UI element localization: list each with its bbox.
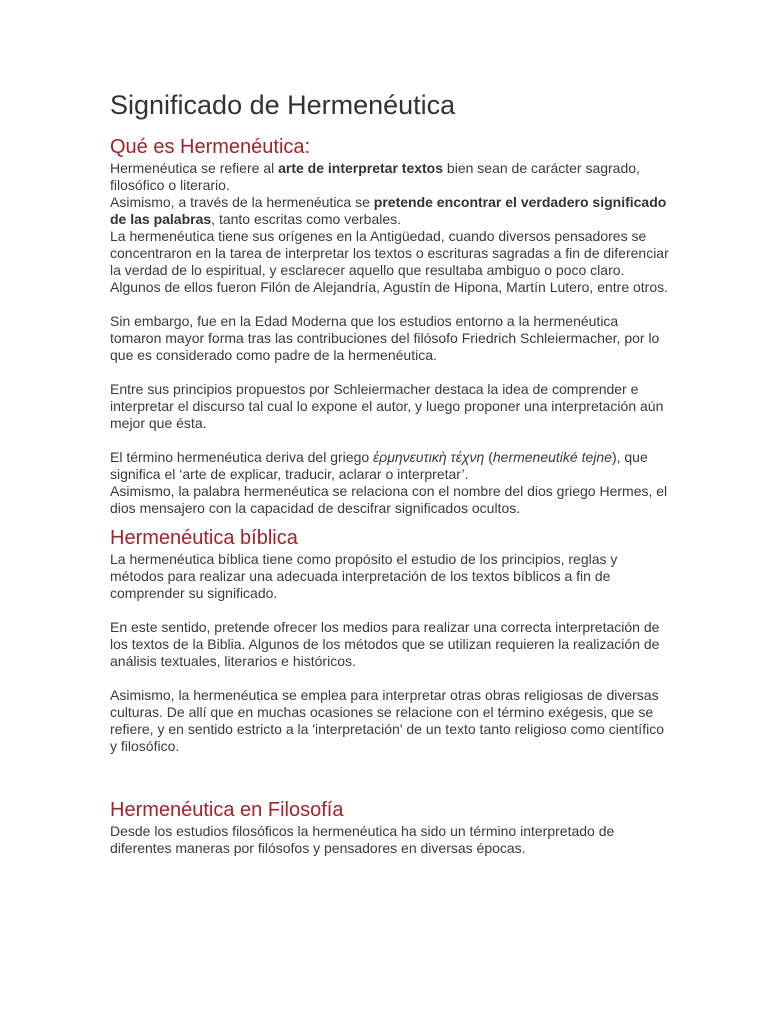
text-segment: ( xyxy=(484,449,493,465)
text-segment: ), que significa el ‘arte de explicar, traducir, aclarar o interpretar’. xyxy=(110,449,648,482)
greek-term: ἑρμηνευτικὴ τέχνη xyxy=(373,449,485,465)
section-heading-que-es: Qué es Hermenéutica: xyxy=(110,136,311,158)
paragraph-purpose xyxy=(110,194,670,228)
section-heading-biblica: Hermenéutica bíblica xyxy=(110,527,298,549)
bold-text: arte de interpretar textos xyxy=(278,160,444,176)
paragraph-modern-age: Sin embargo, fue en la Edad Moderna que los estudios entorno a la hermenéutica tomaron mayor forma tras las contribuciones del filósofo Friedrich Schleiermacher, por lo que es considerado como padre de la hermenéutica. xyxy=(110,313,660,363)
page-title: Significado de Hermenéutica xyxy=(110,90,456,120)
text-segment: Asimismo, a través de la hermenéutica se xyxy=(110,194,374,210)
paragraph-hermes: Asimismo, la palabra hermenéutica se relaciona con el nombre del dios griego Hermes, el dios mensajero con la capacidad de descifrar significados ocultos. xyxy=(110,483,668,516)
text-segment: Hermenéutica se refiere al xyxy=(110,160,279,176)
transliteration: hermeneutiké tejne xyxy=(492,449,612,465)
section-heading-filosofia: Hermenéutica en Filosofía xyxy=(110,799,344,821)
paragraph-definition xyxy=(110,160,670,194)
paragraph-etymology xyxy=(110,449,670,483)
paragraph-origins: La hermenéutica tiene sus orígenes en la Antigüedad, cuando diversos pensadores se concentraron en la tarea de interpretar los textos o escrituras sagradas a fin de diferenciar la verdad de lo espiritual, y esclarecer aquello que resultaba ambiguo o poco claro. Algunos de ellos fueron Filón de Alejandría, Agustín de Hipona, Martín Lutero, entre otros. xyxy=(110,228,669,295)
text-segment: bien sean de carácter sagrado, filosófico o literario. xyxy=(110,160,640,193)
text-segment: El término hermenéutica deriva del griego xyxy=(110,449,374,465)
paragraph-biblica-purpose: La hermenéutica bíblica tiene como propósito el estudio de los principios, reglas y métodos para realizar una adecuada interpretación de los textos bíblicos a fin de comprender su significado. xyxy=(110,551,618,601)
paragraph-principles: Entre sus principios propuestos por Schleiermacher destaca la idea de comprender e interpretar el discurso tal cual lo expone el autor, y luego proponer una interpretación aún mejor que ésta. xyxy=(110,381,664,431)
paragraph-biblica-methods: En este sentido, pretende ofrecer los medios para realizar una correcta interpretación de los textos de la Biblia. Algunos de los métodos que se utilizan requieren la realización de análisis textuales, literarios e históricos. xyxy=(110,619,660,669)
bold-text: pretende encontrar el verdadero significado de las palabras xyxy=(110,194,667,227)
text-segment: , tanto escritas como verbales. xyxy=(211,211,402,227)
paragraph-filosofia: Desde los estudios filosóficos la hermenéutica ha sido un término interpretado de diferentes maneras por filósofos y pensadores en diversas épocas. xyxy=(110,823,615,856)
document-content xyxy=(110,88,670,857)
paragraph-biblica-exegesis: Asimismo, la hermenéutica se emplea para interpretar otras obras religiosas de diversas culturas. De allí que en muchas ocasiones se relacione con el término exégesis, que se refiere, y en sentido estricto a la 'interpretación' de un texto tanto religioso como científico y filosófico. xyxy=(110,687,664,754)
